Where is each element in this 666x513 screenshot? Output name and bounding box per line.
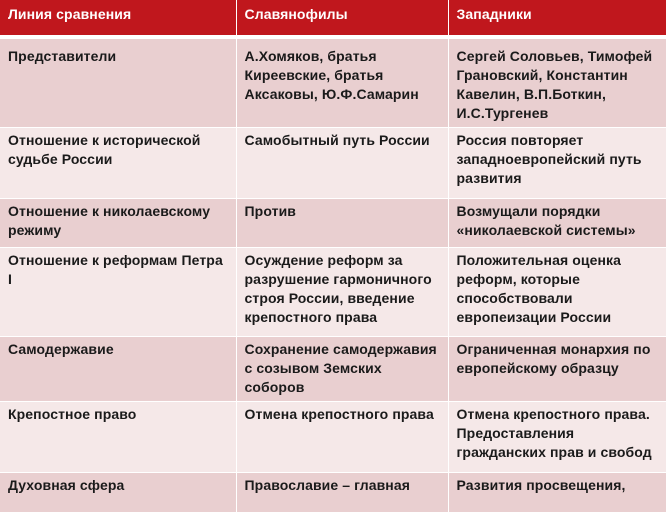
slavophiles-text: Отмена крепостного права bbox=[244, 406, 434, 422]
slavophiles-text: Сохранение самодержавия с созывом Земских соборов bbox=[244, 341, 437, 395]
westernizers-text: Положительная оценка реформ, которые способствовали европеизации России bbox=[456, 252, 622, 325]
row-label: Самодержавие bbox=[8, 341, 114, 357]
slavophiles-cell bbox=[236, 248, 448, 337]
row-label-cell bbox=[0, 248, 236, 337]
table-row bbox=[0, 473, 666, 513]
westernizers-text: Развития просвещения, bbox=[456, 477, 626, 493]
header-slavophiles: Славянофилы bbox=[236, 0, 448, 37]
table-row bbox=[0, 37, 666, 128]
westernizers-text: Возмущали порядки «николаевской системы» bbox=[456, 203, 636, 238]
row-label: Отношение к исторической судьбе России bbox=[8, 132, 201, 167]
slavophiles-cell bbox=[236, 337, 448, 402]
slavophiles-text: Против bbox=[244, 203, 296, 219]
slavophiles-text: А.Хомяков, братья Киреевские, братья Аксаковы, Ю.Ф.Самарин bbox=[244, 48, 419, 102]
slavophiles-cell bbox=[236, 37, 448, 128]
row-label-cell bbox=[0, 402, 236, 473]
slavophiles-text: Самобытный путь России bbox=[244, 132, 430, 148]
westernizers-cell bbox=[448, 248, 666, 337]
westernizers-cell bbox=[448, 199, 666, 248]
slavophiles-cell bbox=[236, 473, 448, 513]
row-label: Духовная сфера bbox=[8, 477, 125, 493]
header-westernizers: Западники bbox=[448, 0, 666, 37]
westernizers-cell bbox=[448, 473, 666, 513]
slavophiles-cell bbox=[236, 402, 448, 473]
westernizers-text: Отмена крепостного права. Предоставления гражданских прав и свобод bbox=[456, 406, 652, 460]
row-label-cell bbox=[0, 128, 236, 199]
table-row bbox=[0, 128, 666, 199]
row-label-cell bbox=[0, 337, 236, 402]
row-label-cell bbox=[0, 37, 236, 128]
row-label: Отношение к николаевскому режиму bbox=[8, 203, 211, 238]
westernizers-cell bbox=[448, 128, 666, 199]
table-row bbox=[0, 248, 666, 337]
westernizers-text: Сергей Соловьев, Тимофей Грановский, Константин Кавелин, В.П.Боткин, И.С.Тургенев bbox=[456, 48, 653, 121]
slavophiles-cell bbox=[236, 128, 448, 199]
row-label: Крепостное право bbox=[8, 406, 137, 422]
slavophiles-text: Осуждение реформ за разрушение гармоничного строя России, введение крепостного права bbox=[244, 252, 432, 325]
header-row bbox=[0, 0, 666, 37]
table-row bbox=[0, 199, 666, 248]
table-header bbox=[0, 0, 666, 37]
westernizers-cell bbox=[448, 37, 666, 128]
table-row bbox=[0, 337, 666, 402]
slavophiles-cell bbox=[236, 199, 448, 248]
westernizers-text: Россия повторяет западноевропейский путь развития bbox=[456, 132, 642, 186]
row-label-cell bbox=[0, 199, 236, 248]
westernizers-cell bbox=[448, 402, 666, 473]
westernizers-cell bbox=[448, 337, 666, 402]
row-label: Представители bbox=[8, 48, 117, 64]
row-label: Отношение к реформам Петра I bbox=[8, 252, 223, 287]
westernizers-text: Ограниченная монархия по европейскому образцу bbox=[456, 341, 651, 376]
header-comparison-line: Линия сравнения bbox=[0, 0, 236, 37]
table-row bbox=[0, 402, 666, 473]
slavophiles-text: Православие – главная bbox=[244, 477, 410, 493]
table-body bbox=[0, 37, 666, 513]
row-label-cell bbox=[0, 473, 236, 513]
